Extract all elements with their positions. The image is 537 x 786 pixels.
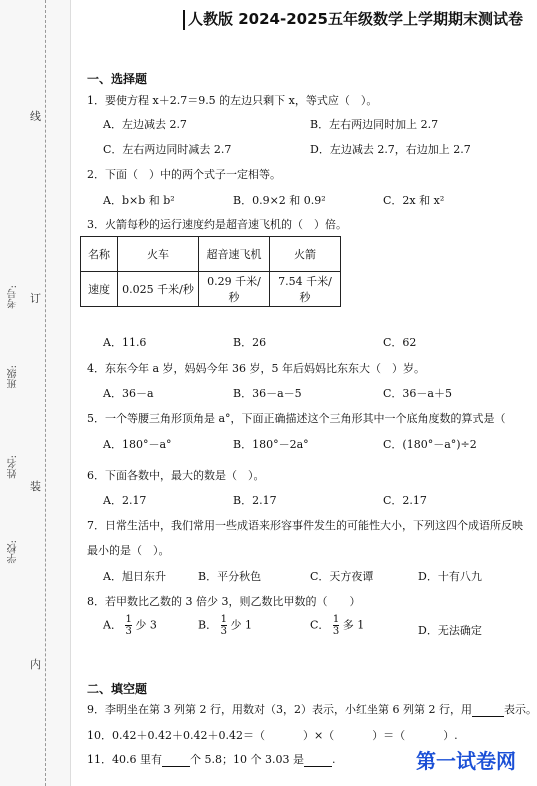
question-11-middle: 个 5.8；10 个 3.03 是 <box>190 753 304 766</box>
option-letter: A． <box>103 618 122 632</box>
q8-option-b <box>198 614 252 637</box>
table-cell: 火车 <box>118 237 199 272</box>
fraction <box>221 614 227 637</box>
option-letter: B． <box>198 618 218 632</box>
question-11-text: 11．40.6 里有 <box>87 753 162 766</box>
q3-option-c: C．62 <box>383 336 417 349</box>
table-cell: 0.025 千米/秒 <box>118 272 199 307</box>
question-3: 3．火箭每秒的运行速度约是超音速飞机的（ ）倍。 <box>87 218 347 231</box>
question-5: 5．一个等腰三角形顶角是 a°，下面正确描述这个三角形其中一个底角度数的算式是（ <box>87 412 506 425</box>
fraction-numerator: 1 <box>220 614 227 625</box>
question-10 <box>87 727 458 743</box>
q2-option-a: A．b×b 和 b² <box>103 194 175 207</box>
answer-blank[interactable] <box>304 753 332 767</box>
q3-option-a: A．11.6 <box>103 336 147 349</box>
q5-option-b: B．180°－2a° <box>233 438 309 451</box>
table-cell: 火箭 <box>270 237 341 272</box>
q4-option-a: A．36－a <box>103 387 154 400</box>
q8-option-a <box>103 614 157 637</box>
question-2: 2．下面（ ）中的两个式子一定相等。 <box>87 168 281 181</box>
q5-option-c: C．(180°－a°)÷2 <box>383 438 477 451</box>
question-10-text: 10．0.42＋0.42＋0.42＋0.42＝（ <box>87 729 265 742</box>
class-field: 班级: <box>8 365 19 389</box>
title-cursor-bar <box>183 10 185 30</box>
fraction <box>125 614 131 637</box>
option-text: 多 1 <box>342 618 365 632</box>
question-7-line-1: 7．日常生活中，我们常用一些成语来形容事件发生的可能性大小，下列这四个成语所反映 <box>87 519 523 532</box>
q6-option-a: A．2.17 <box>103 494 147 507</box>
table-cell: 速度 <box>81 272 118 307</box>
q2-option-b: B．0.9×2 和 0.9² <box>233 194 326 207</box>
q6-option-c: C．2.17 <box>383 494 427 507</box>
binding-dashed-line <box>45 0 46 786</box>
binding-label: 订 <box>30 292 41 305</box>
q1-option-b: B．左右两边同时加上 2.7 <box>310 118 439 131</box>
question-8: 8．若甲数比乙数的 3 倍少 3，则乙数比甲数的（ ） <box>87 595 361 608</box>
q8-option-d: D．无法确定 <box>418 624 482 637</box>
question-9-text: 9．李明坐在第 3 列第 2 行，用数对（3，2）表示，小红坐第 6 列第 2 行，用 <box>87 703 472 716</box>
q4-option-b: B．36－a－5 <box>233 387 302 400</box>
binding-label: 装 <box>30 480 41 493</box>
section-heading: 一、选择题 <box>87 72 148 86</box>
binding-label: 内 <box>30 658 41 671</box>
question-10-equals: ）＝（ <box>372 729 406 742</box>
q7-option-a: A．旭日东升 <box>103 570 166 583</box>
name-field: 姓名: <box>8 455 19 479</box>
q4-option-c: C．36－a＋5 <box>383 387 452 400</box>
answer-blank[interactable] <box>334 729 372 742</box>
q3-option-b: B．26 <box>233 336 267 349</box>
fraction-numerator: 1 <box>125 614 132 625</box>
question-4: 4．东东今年 a 岁，妈妈今年 36 岁，5 年后妈妈比东东大（ ）岁。 <box>87 362 426 375</box>
exam-number-field: 考号: <box>8 285 19 309</box>
question-6: 6．下面各数中，最大的数是（ ）。 <box>87 469 265 482</box>
option-text: 少 3 <box>135 618 157 632</box>
q7-option-c: C．天方夜谭 <box>310 570 374 583</box>
question-10-close: ）. <box>443 729 458 742</box>
fraction-denominator: 3 <box>332 626 340 637</box>
table-cell: 超音速飞机 <box>199 237 270 272</box>
watermark-logo: 第一试卷网 <box>416 749 516 773</box>
q5-option-a: A．180°－a° <box>103 438 172 451</box>
answer-blank[interactable] <box>162 753 190 767</box>
option-letter: C． <box>310 618 330 632</box>
table-cell: 名称 <box>81 237 118 272</box>
answer-blank[interactable] <box>265 729 303 742</box>
binding-label: 线 <box>30 110 41 123</box>
q1-option-d: D．左边减去 2.7，右边加上 2.7 <box>310 143 471 156</box>
q2-option-c: C．2x 和 x² <box>383 194 445 207</box>
table-row <box>81 237 341 272</box>
q7-option-d: D．十有八九 <box>418 570 482 583</box>
q8-option-c <box>310 614 364 637</box>
speed-table <box>80 236 341 307</box>
table-cell: 0.29 千米/秒 <box>199 272 270 307</box>
question-7-line-2: 最小的是（ ）。 <box>87 544 170 557</box>
question-11 <box>87 751 335 767</box>
question-11-end: . <box>331 753 336 766</box>
option-text: 少 1 <box>230 618 252 632</box>
section-heading: 二、填空题 <box>87 682 148 696</box>
question-1: 1．要使方程 x＋2.7＝9.5 的左边只剩下 x，等式应（ ）。 <box>87 94 378 107</box>
question-9-tail: 表示。 <box>503 703 537 716</box>
q7-option-b: B．平分秋色 <box>198 570 262 583</box>
answer-blank[interactable] <box>472 703 504 717</box>
table-row <box>81 272 341 307</box>
q6-option-b: B．2.17 <box>233 494 277 507</box>
fraction <box>333 614 339 637</box>
question-10-times: ）×（ <box>302 729 335 742</box>
school-field: 学校: <box>8 540 19 564</box>
fraction-numerator: 1 <box>332 614 340 625</box>
q1-option-c: C．左右两边同时减去 2.7 <box>103 143 232 156</box>
answer-blank[interactable] <box>405 729 443 742</box>
question-9 <box>87 701 537 717</box>
page-title: 人教版 2024-2025五年级数学上学期期末测试卷 <box>188 10 523 28</box>
table-cell: 7.54 千米/秒 <box>270 272 341 307</box>
q1-option-a: A．左边减去 2.7 <box>103 118 187 131</box>
fraction-denominator: 3 <box>220 626 227 637</box>
fraction-denominator: 3 <box>125 626 132 637</box>
